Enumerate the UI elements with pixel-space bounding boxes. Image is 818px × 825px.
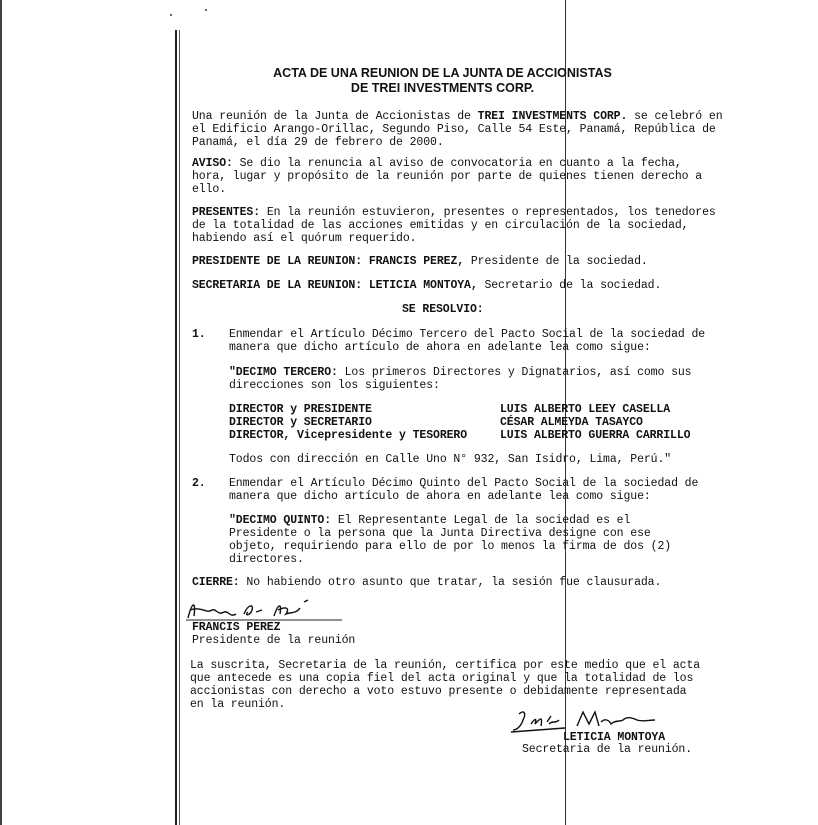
intro-line-2: el Edificio Arango-Orillac, Segundo Piso, Calle 54 Este, Panamá, República de: [192, 123, 716, 136]
certify-line-1: La suscrita, Secretaria de la reunión, certifica por este medio que el acta: [190, 659, 701, 672]
director-role: DIRECTOR, Vicepresidente y TESORERO: [229, 429, 468, 442]
item-1-number: 1.: [192, 328, 206, 341]
director-role: DIRECTOR y SECRETARIO: [229, 416, 372, 429]
presidente-line: PRESIDENTE DE LA REUNION: FRANCIS PEREZ, Presidente de la sociedad.: [192, 255, 648, 268]
item-1-quote-line-1: "DECIMO TERCERO: Los primeros Directores y Dignatarios, así como sus: [229, 366, 692, 379]
director-role: DIRECTOR y PRESIDENTE: [229, 403, 372, 416]
aviso-line-3: ello.: [192, 183, 227, 196]
cierre-line: CIERRE: No habiendo otro asunto que tratar, la sesión fue clausurada.: [192, 576, 662, 589]
item-2-quote-line-2: Presidente o la persona que la Junta Directiva designe con ese: [229, 527, 651, 540]
signer-1-role: Presidente de la reunión: [192, 634, 356, 647]
director-name: LUIS ALBERTO GUERRA CARRILLO: [500, 429, 691, 442]
item-2-number: 2.: [192, 477, 206, 490]
aviso-line-1: AVISO: Se dio la renuncia al aviso de convocatoria en cuanto a la fecha,: [192, 157, 682, 170]
signer-2-name: LETICIA MONTOYA: [563, 731, 666, 744]
presentes-line-2: de la totalidad de las acciones emitidas y en circulación de la sociedad,: [192, 219, 689, 232]
certify-line-2: que antecede es una copia fiel del acta original y que la totalidad de los: [190, 672, 694, 685]
signer-1-name: FRANCIS PEREZ: [192, 621, 281, 634]
intro-line-1: Una reunión de la Junta de Accionistas de TREI INVESTMENTS CORP. se celebró en: [192, 110, 723, 123]
item-2-line-2: manera que dicho artículo de ahora en adelante lea como sigue:: [229, 490, 651, 503]
item-2-quote-line-3: objeto, requiriendo para ello de por lo menos la firma de dos (2): [229, 540, 672, 553]
certify-line-4: en la reunión.: [190, 698, 286, 711]
item-1-address: Todos con dirección en Calle Uno N° 932, San Isidro, Lima, Perú.": [229, 453, 672, 466]
aviso-line-2: hora, lugar y propósito de la reunión por parte de quienes tienen derecho a: [192, 170, 703, 183]
document-title: ACTA DE UNA REUNION DE LA JUNTA DE ACCIONISTAS: [273, 66, 612, 80]
certify-line-3: accionistas con derecho a voto estuvo presente o debidamente representada: [190, 685, 687, 698]
item-2-quote-line-1: "DECIMO QUINTO: El Representante Legal de la sociedad es el: [229, 514, 631, 527]
resolvio-heading: SE RESOLVIO:: [402, 303, 484, 316]
director-name: CÉSAR ALMEYDA TASAYCO: [500, 416, 643, 429]
presentes-line-1: PRESENTES: En la reunión estuvieron, presentes o representados, los tenedores: [192, 206, 716, 219]
item-1-line-1: Enmendar el Artículo Décimo Tercero del Pacto Social de la sociedad de: [229, 328, 706, 341]
intro-line-3: Panamá, el día 29 de febrero de 2000.: [192, 136, 444, 149]
item-2-quote-line-4: directores.: [229, 553, 304, 566]
secretaria-line: SECRETARIA DE LA REUNION: LETICIA MONTOYA, Secretario de la sociedad.: [192, 279, 662, 292]
item-1-quote-line-2: direcciones son los siguientes:: [229, 379, 440, 392]
presentes-line-3: habiendo así el quórum requerido.: [192, 232, 417, 245]
director-name: LUIS ALBERTO LEEY CASELLA: [500, 403, 671, 416]
signer-2-role: Secretaria de la reunión.: [522, 743, 693, 756]
item-2-line-1: Enmendar el Artículo Décimo Quinto del Pacto Social de la sociedad de: [229, 477, 699, 490]
item-1-line-2: manera que dicho artículo de ahora en adelante lea como sigue:: [229, 341, 651, 354]
document-subtitle: DE TREI INVESTMENTS CORP.: [350, 81, 535, 95]
